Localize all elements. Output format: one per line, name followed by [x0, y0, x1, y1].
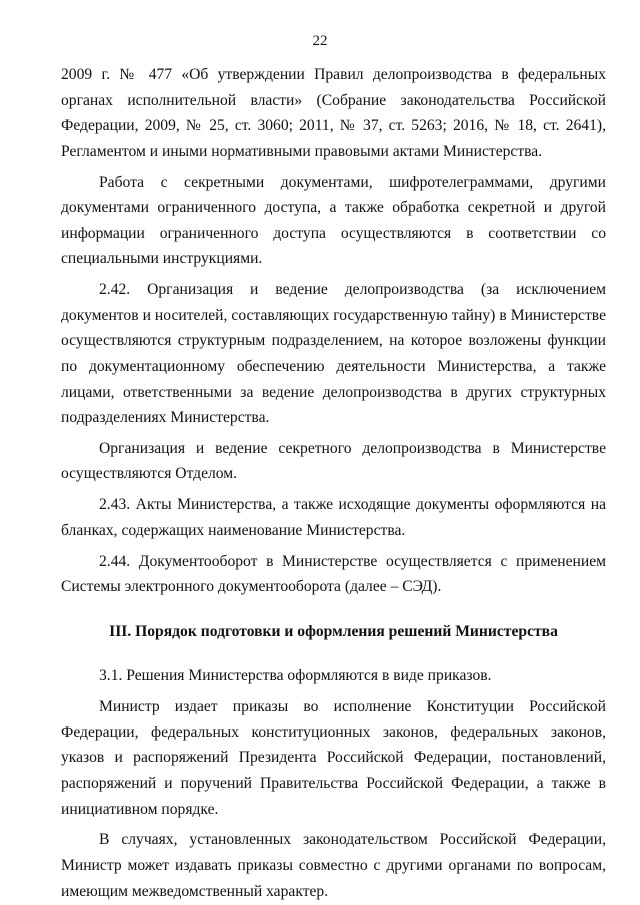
paragraph-minister-orders: Министр издает приказы во исполнение Конституции Российской Федерации, федеральных конституционных законов, федеральных законов, указов и распоряжений Президента Российской Федерации, постановлений, распоряжений и поручений Правительства Российской Федерации, а также в инициативном порядке. [61, 698, 606, 818]
paragraph-joint-orders: В случаях, установленных законодательством Российской Федерации, Министр может издавать приказы совместно с другими органами по вопросам, имеющим межведомственный характер. [61, 831, 606, 900]
paragraph-2-44: 2.44. Документооборот в Министерстве осуществляется с применением Системы электронного документооборота (далее – СЭД). [61, 552, 606, 596]
document-body [61, 62, 606, 904]
paragraph-secret-documents: Работа с секретными документами, шифротелеграммами, другими документами ограниченного доступа, а также обработка секретной и другой информации ограниченного доступа осуществляются в соответствии со специальными инструкциями. [61, 173, 606, 268]
paragraph-continuation: 2009 г. № 477 «Об утверждении Правил делопроизводства в федеральных органах исполнительной власти» (Собрание законодательства Российской Федерации, 2009, № 25, ст. 3060; 2011, № 37, ст. 5263; 2016, № 18, ст. 2641), Регламентом и иными нормативными правовыми актами Министерства. [61, 66, 606, 160]
paragraph-2-42: 2.42. Организация и ведение делопроизводства (за исключением документов и носителей, составляющих государственную тайну) в Министерстве осуществляются структурным подразделением, на которое возложены функции по документационному обеспечению деятельности Министерства, а также лицами, ответственными за ведение делопроизводства в других структурных подразделениях Министерства. [61, 281, 606, 427]
paragraph-3-1: 3.1. Решения Министерства оформляются в виде приказов. [99, 667, 492, 685]
paragraph-secret-records: Организация и ведение секретного делопроизводства в Министерстве осуществляются Отделом. [61, 439, 606, 483]
paragraph-2-43: 2.43. Акты Министерства, а также исходящие документы оформляются на бланках, содержащих наименование Министерства. [61, 496, 606, 539]
section-heading: III. Порядок подготовки и оформления решений Министерства [109, 622, 558, 640]
page-number: 22 [312, 33, 328, 49]
